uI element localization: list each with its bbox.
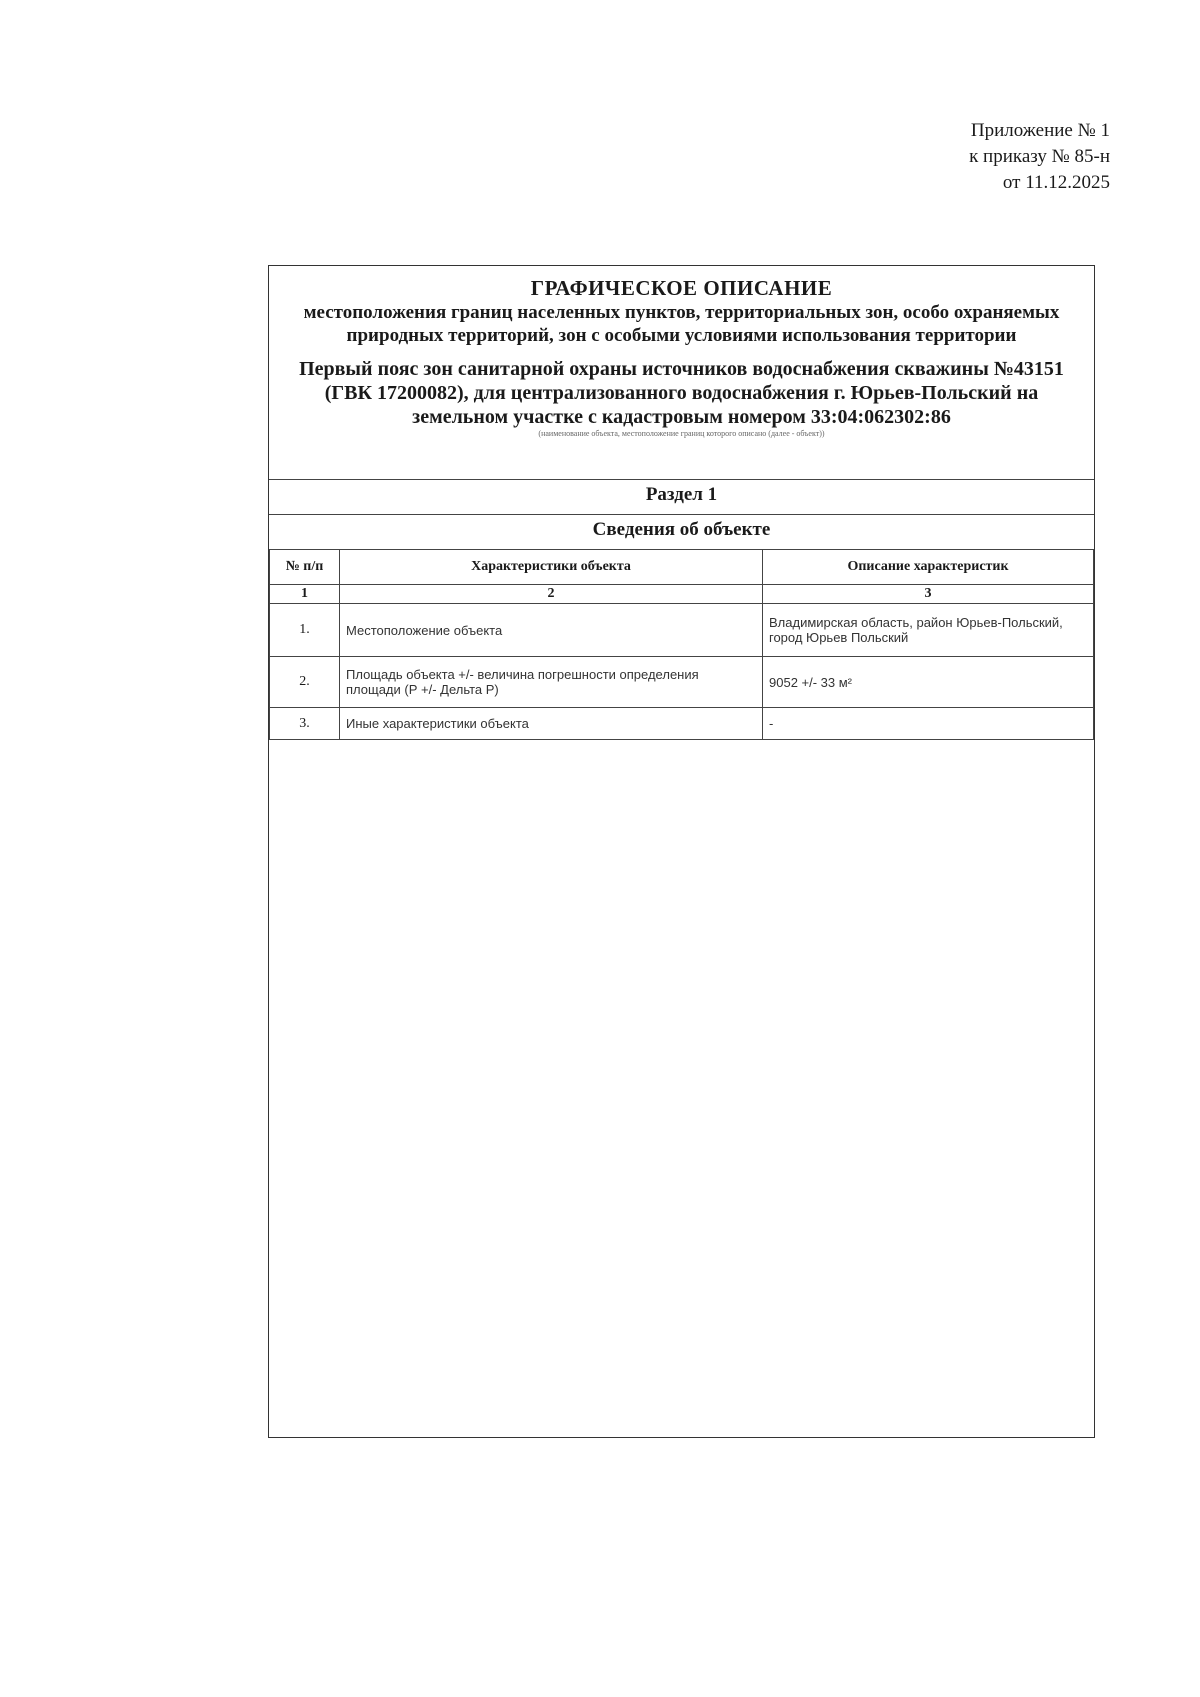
table-row [270, 657, 1094, 708]
row-characteristic: Иные характеристики объекта [340, 708, 763, 740]
annex-line-2: к приказу № 85-н [969, 146, 1110, 167]
column-number: 2 [340, 585, 763, 604]
header-cell-description: Описание характеристик [763, 550, 1094, 585]
row-description: Владимирская область, район Юрьев-Польский, город Юрьев Польский [763, 604, 1094, 657]
header-cell-characteristic: Характеристики объекта [340, 550, 763, 585]
column-number: 1 [270, 585, 340, 604]
annex-line-1: Приложение № 1 [970, 120, 1110, 141]
header-cell-number: № п/п [270, 550, 340, 585]
section-subtitle: Сведения об объекте [592, 519, 771, 540]
column-number: 3 [763, 585, 1094, 604]
row-characteristic: Местоположение объекта [340, 604, 763, 657]
row-description: - [763, 708, 1094, 740]
document-title: ГРАФИЧЕСКОЕ ОПИСАНИЕ [530, 276, 833, 300]
row-characteristic: Площадь объекта +/- величина погрешности определения площади (Р +/- Дельта Р) [340, 657, 763, 708]
row-description: 9052 +/- 33 м² [763, 657, 1094, 708]
separator-line [269, 479, 1094, 480]
title-block [269, 266, 1094, 438]
table-row [270, 708, 1094, 740]
table-row [270, 604, 1094, 657]
document-frame [268, 265, 1095, 1438]
object-name-caption: (наименование объекта, местоположение границ которого описано (далее - объект)) [538, 429, 825, 438]
annex-block [969, 118, 1110, 196]
column-number-row [270, 585, 1094, 604]
row-number: 2. [270, 657, 340, 708]
section-title: Раздел 1 [645, 484, 718, 505]
table-header-row [270, 550, 1094, 585]
row-number: 1. [270, 604, 340, 657]
object-info-table [269, 549, 1094, 740]
document-subtitle: местоположения границ населенных пунктов, территориальных зон, особо охраняемых природных территорий, зон с особыми условиями использования территории [303, 302, 1060, 346]
annex-line-3: от 11.12.2025 [1002, 172, 1110, 193]
separator-line [269, 514, 1094, 515]
row-number: 3. [270, 708, 340, 740]
object-name: Первый пояс зон санитарной охраны источников водоснабжения скважины №43151 (ГВК 17200082), для централизованного водоснабжения г. Юрьев-Польский на земельном участке с кадастровым номером 33:04:062302:86 [299, 358, 1064, 428]
